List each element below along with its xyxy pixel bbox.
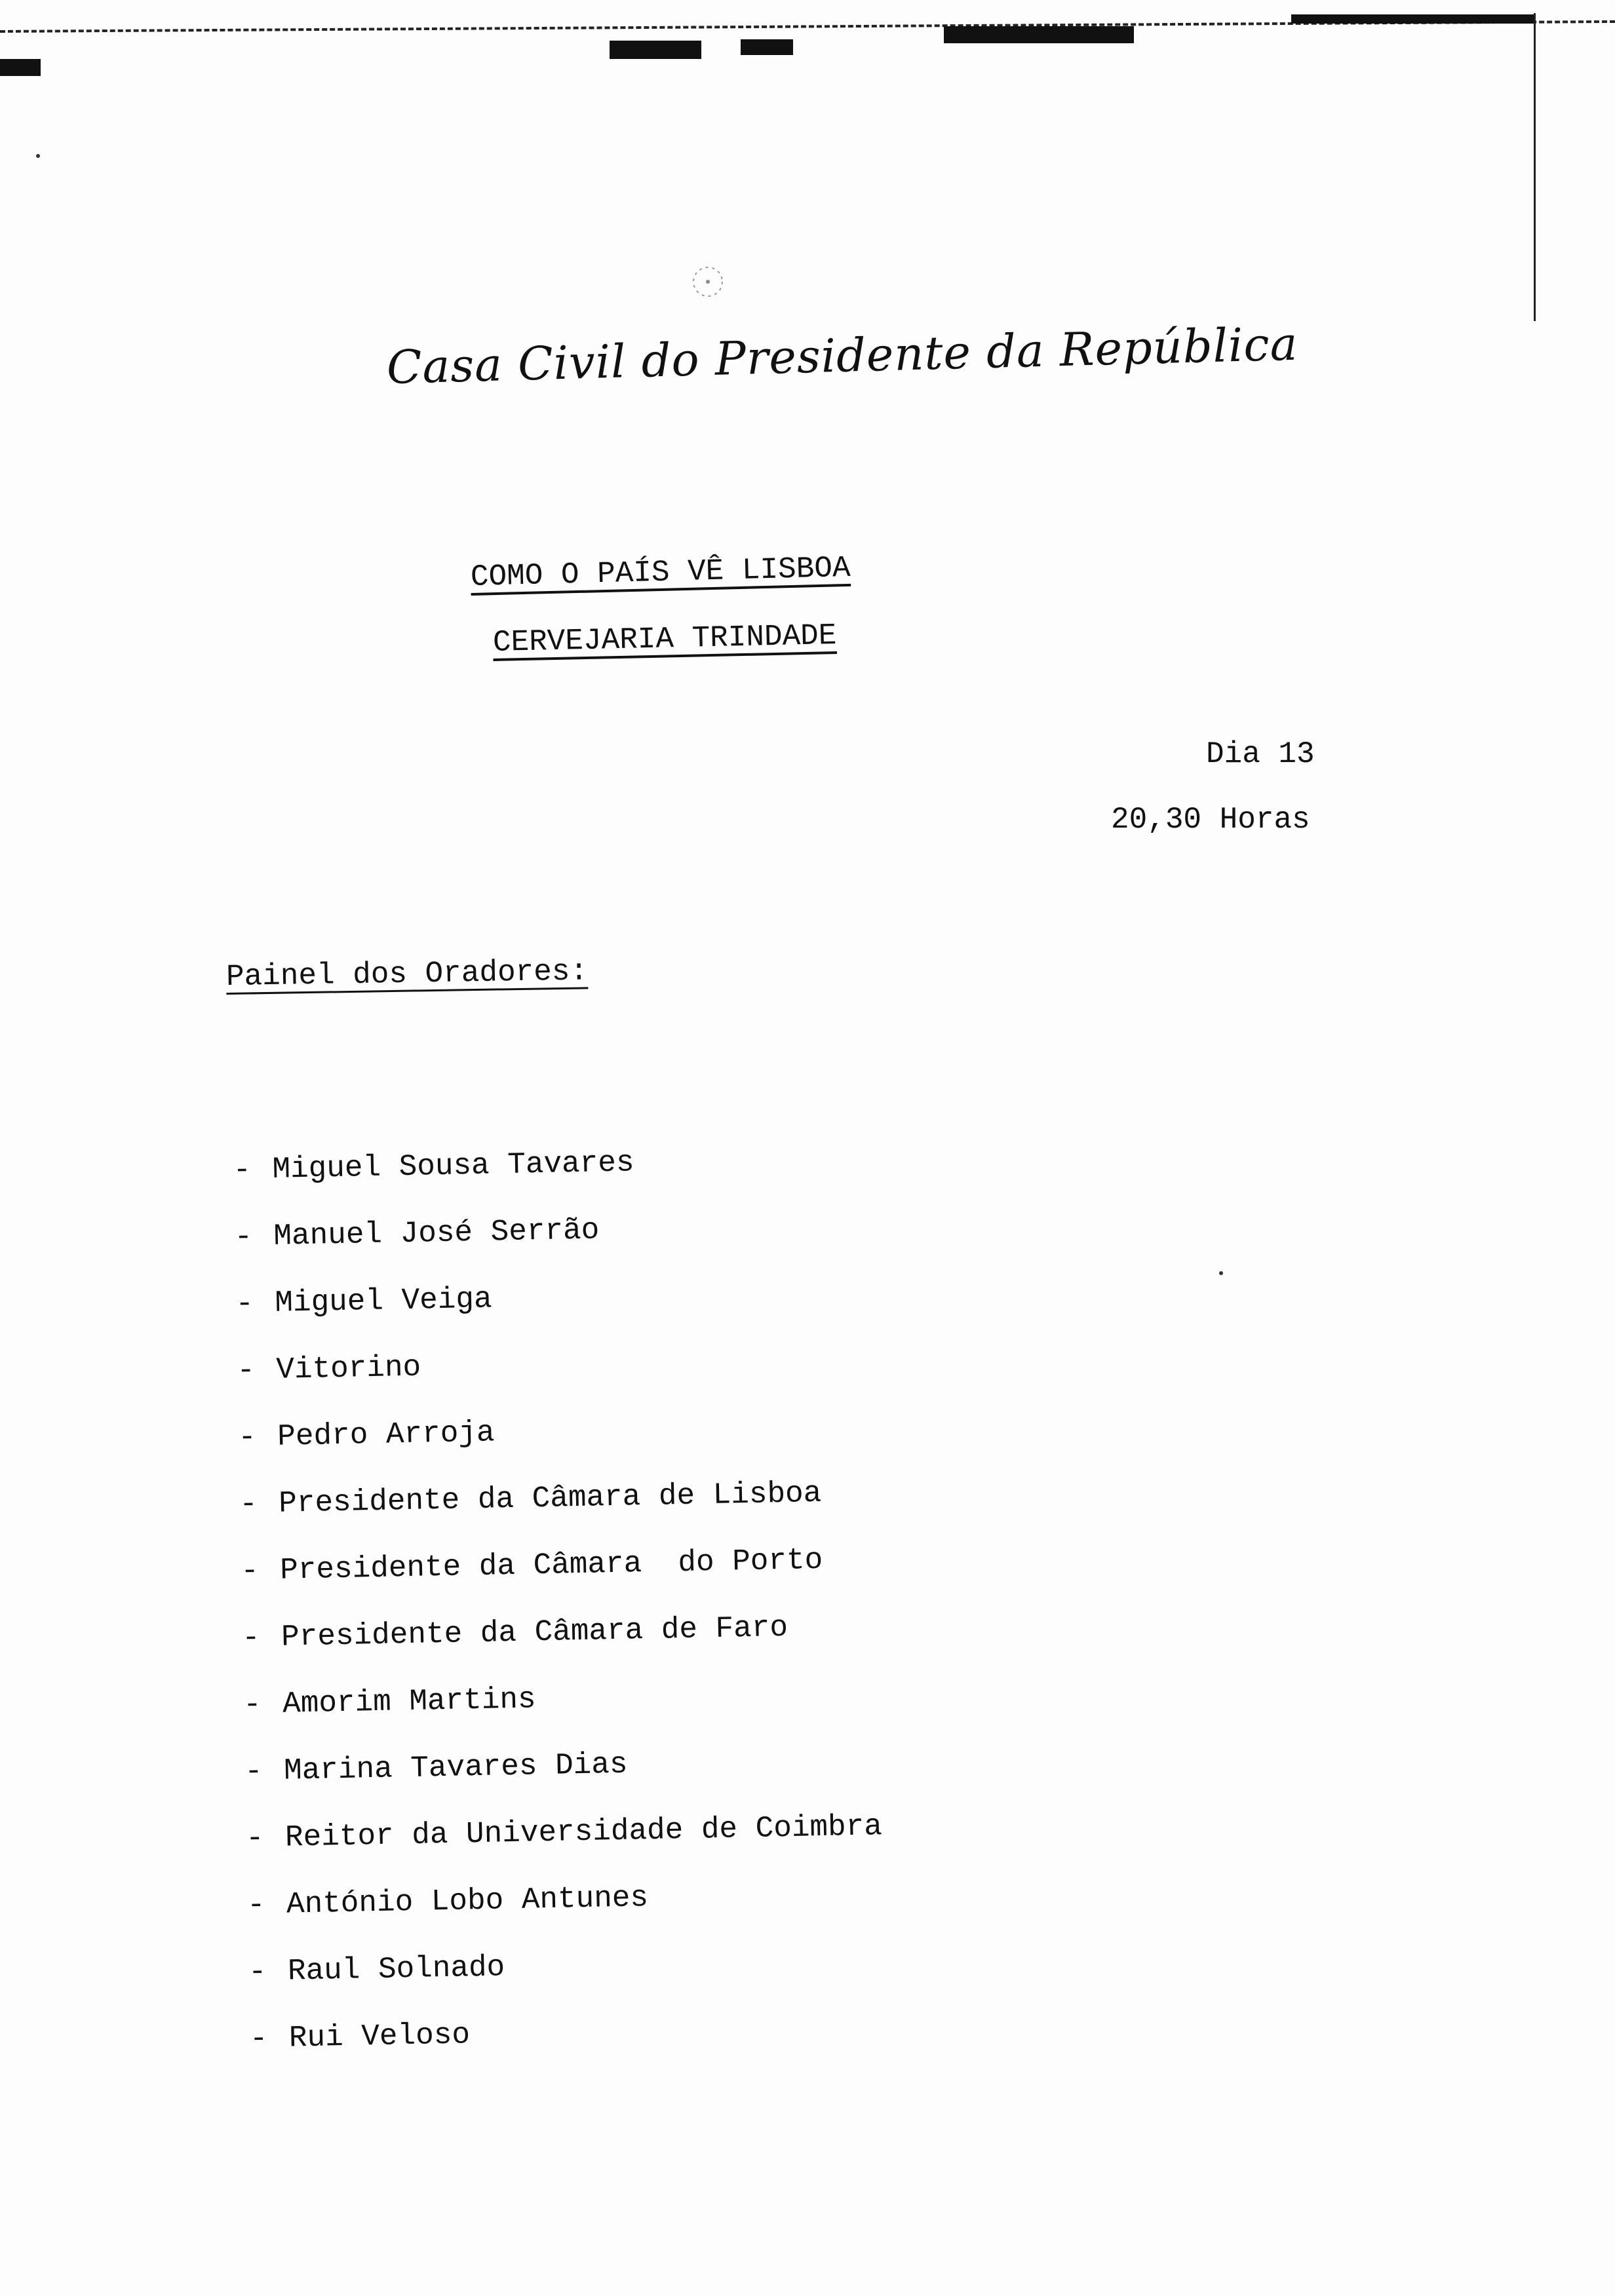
list-item bbox=[239, 1475, 877, 1554]
scan-top-rule bbox=[1291, 14, 1535, 24]
list-item bbox=[248, 1943, 885, 2022]
venue-title: CERVEJARIA TRINDADE bbox=[492, 619, 837, 660]
speaker-name: Presidente da Câmara de Faro bbox=[281, 1610, 788, 1655]
list-bullet: - bbox=[241, 1620, 261, 1655]
list-item bbox=[243, 1675, 881, 1755]
scan-smudge bbox=[741, 39, 793, 55]
list-item bbox=[241, 1542, 878, 1621]
scan-smudge bbox=[0, 59, 41, 76]
speaker-name: Reitor da Universidade de Coimbra bbox=[284, 1809, 883, 1855]
list-bullet: - bbox=[240, 1554, 260, 1588]
crest-emblem bbox=[675, 259, 741, 305]
scan-smudge bbox=[610, 41, 701, 59]
list-bullet: - bbox=[233, 1153, 252, 1187]
list-item bbox=[238, 1408, 876, 1487]
list-item bbox=[237, 1341, 874, 1421]
list-bullet: - bbox=[246, 1888, 266, 1923]
list-bullet: - bbox=[233, 1219, 253, 1254]
list-bullet: - bbox=[245, 1821, 265, 1856]
list-item bbox=[233, 1141, 870, 1220]
speaker-name: Amorim Martins bbox=[282, 1682, 537, 1721]
list-bullet: - bbox=[248, 1955, 267, 1989]
speaker-name: Raul Solnado bbox=[287, 1950, 505, 1989]
letterhead: Casa Civil do Presidente da República bbox=[385, 316, 1299, 394]
list-item bbox=[234, 1208, 872, 1287]
scan-speck bbox=[1219, 1271, 1223, 1275]
list-item bbox=[247, 1876, 885, 1955]
list-item bbox=[235, 1274, 873, 1354]
speaker-name: Rui Veloso bbox=[288, 2018, 471, 2056]
event-time: 20,30 Horas bbox=[1111, 803, 1310, 837]
list-bullet: - bbox=[239, 1487, 258, 1521]
list-bullet: - bbox=[236, 1353, 256, 1388]
speaker-list bbox=[233, 1141, 887, 2088]
speakers-heading: Painel dos Oradores: bbox=[225, 954, 589, 994]
list-item bbox=[244, 1742, 882, 1822]
speaker-name: Miguel Sousa Tavares bbox=[271, 1145, 634, 1187]
speaker-name: Pedro Arroja bbox=[277, 1415, 496, 1454]
list-item bbox=[246, 1809, 884, 1888]
list-item bbox=[242, 1609, 880, 1688]
speaker-name: Vitorino bbox=[275, 1350, 421, 1387]
list-item bbox=[249, 2010, 887, 2089]
speaker-name: António Lobo Antunes bbox=[286, 1881, 649, 1922]
event-day: Dia 13 bbox=[1206, 737, 1315, 771]
scan-smudge bbox=[944, 26, 1134, 43]
document-title: COMO O PAÍS VÊ LISBOA bbox=[470, 550, 851, 594]
scan-right-edge bbox=[1534, 13, 1536, 321]
speaker-name: Presidente da Câmara do Porto bbox=[279, 1542, 823, 1588]
list-bullet: - bbox=[235, 1286, 254, 1321]
speaker-name: Miguel Veiga bbox=[274, 1282, 493, 1320]
list-bullet: - bbox=[243, 1687, 262, 1722]
list-bullet: - bbox=[244, 1754, 263, 1789]
speaker-name: Manuel José Serrão bbox=[273, 1213, 600, 1253]
list-bullet: - bbox=[237, 1420, 257, 1455]
speaker-name: Presidente da Câmara de Lisboa bbox=[278, 1476, 822, 1521]
scan-speck bbox=[36, 154, 40, 158]
speaker-name: Marina Tavares Dias bbox=[283, 1747, 629, 1788]
list-bullet: - bbox=[249, 2021, 269, 2056]
